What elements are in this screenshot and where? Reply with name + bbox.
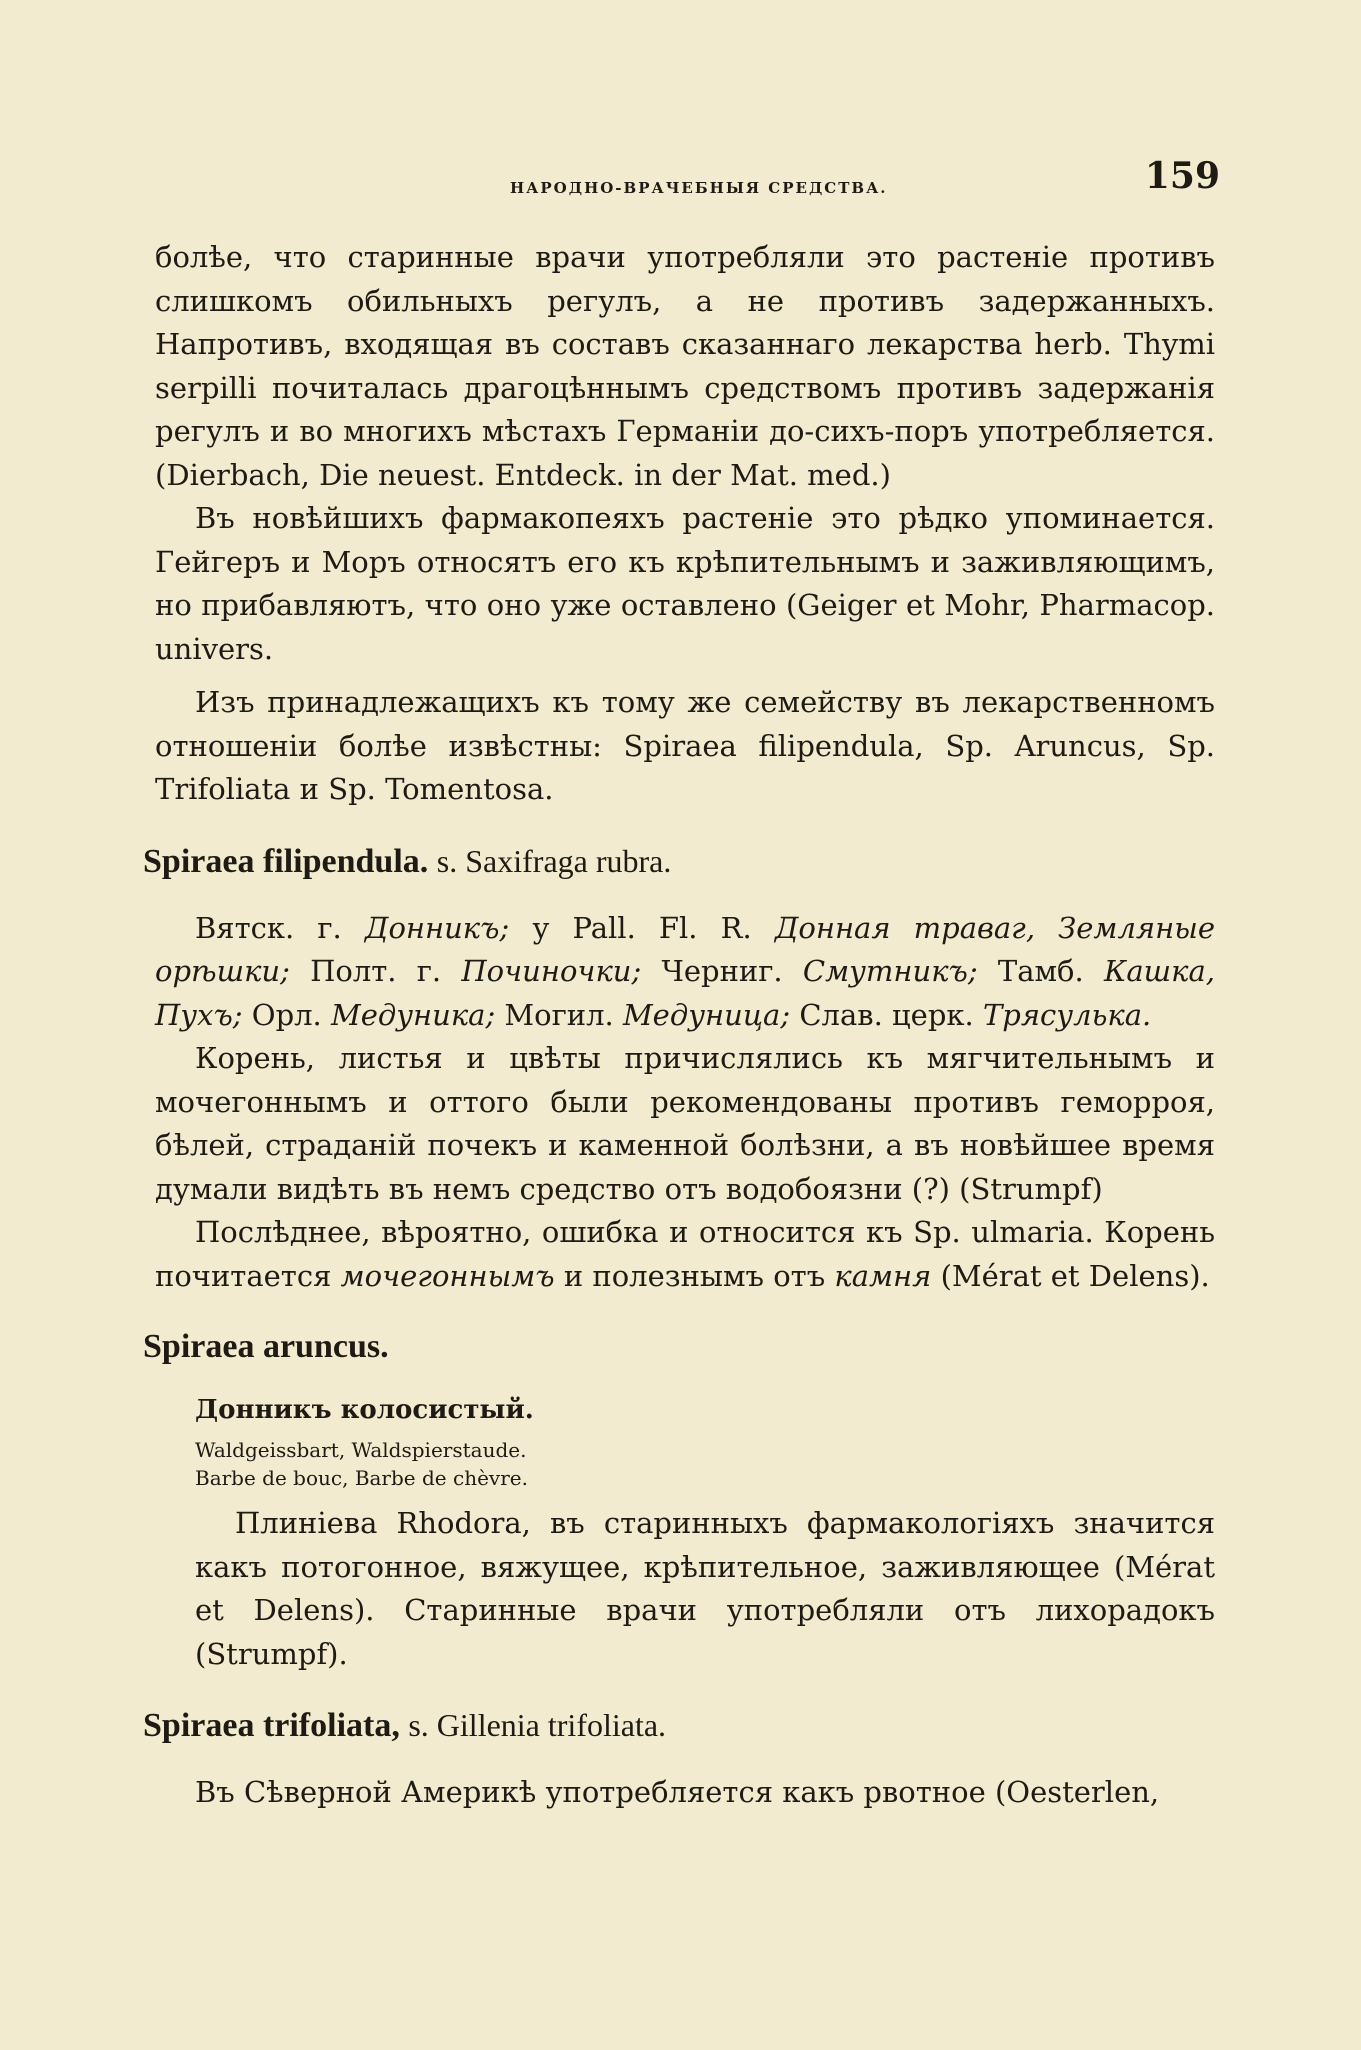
ulmaria-run-text: (Mérat et Delens). (931, 1258, 1210, 1293)
heading-title: Spiraea trifoliata, (143, 1707, 400, 1744)
names-run-italic: Кашка, Пухъ; (155, 954, 1215, 1032)
page-body (143, 236, 1215, 1815)
heading-synonym: s. Saxifraga rubra. (436, 842, 672, 879)
ulmaria-run-italic: мочегоннымъ (340, 1258, 555, 1293)
heading-title: Spiraea aruncus. (143, 1328, 389, 1365)
section-heading-aruncus (143, 1322, 1215, 1372)
ulmaria-run-text: Послѣднее, вѣроятно, ошибка и относится къ Sp. ulmaria. Корень почитается (155, 1215, 1215, 1293)
names-run-italic: Медуника; (331, 997, 496, 1032)
heading-synonym: s. Gillenia trifoliata. (408, 1707, 667, 1743)
paragraph-north-america: Въ Сѣверной Америкѣ употребляется какъ рвотное (Oesterlen, (195, 1775, 1160, 1809)
names-run-text: Могил. (495, 997, 623, 1032)
page-number: 159 (1144, 155, 1220, 197)
names-run-text: Полт. г. (289, 954, 462, 988)
names-run-italic: Смутникъ; (802, 954, 978, 988)
names-run-italic: Починочки; (461, 954, 642, 988)
running-head: НАРОДНО-ВРАЧЕБНЫЯ СРЕДСТВА. (510, 179, 888, 197)
paragraph-root-leaves: Корень, листья и цвѣты причислялись къ мягчительнымъ и мочегоннымъ и оттого были рекомендованы противъ геморроя, бѣлей, страданій почекъ и каменной болѣзни, а въ новѣйшее время думали видѣть въ немъ средство отъ водобоязни (?) (Strumpf) (155, 1041, 1215, 1206)
foreign-names (195, 1436, 1215, 1492)
ulmaria-run-text: и полезнымъ отъ (554, 1258, 835, 1293)
names-run-text: Орл. (242, 997, 331, 1032)
paragraph-rhodora: Плиніева Rhodora, въ старинныхъ фармакологіяхъ значится какъ потогонное, вяжущее, крѣпительное, заживляющее (Mérat et Delens). Старинные врачи употребляли отъ лихорадокъ (Strumpf). (195, 1506, 1215, 1671)
names-run-italic: Донникъ; (364, 910, 510, 945)
paragraph-pharmacopeia: Въ новѣйшихъ фармакопеяхъ растеніе это рѣдко упоминается. Гейгеръ и Моръ относятъ его къ крѣпительнымъ и заживляющимъ, но прибавляютъ, что оно уже оставлено (Geiger et Mohr, Pharmacop. univers. (155, 501, 1215, 666)
names-run-text: у Pall. Fl. R. (509, 910, 775, 945)
names-run-text: Слав. церк. (790, 997, 983, 1032)
paragraph-family: Изъ принадлежащихъ къ тому же семейству въ лекарственномъ отношеніи болѣе извѣстны: Spiraea filipendula, Sp. Aruncus, Sp. Trifoliata и Sp. Tomentosa. (155, 685, 1215, 806)
french-name: Barbe de bouc, Barbe de chèvre. (195, 1466, 528, 1490)
names-run-italic: Трясулька. (982, 997, 1152, 1032)
names-run-text: Тамб. (977, 954, 1104, 988)
names-run-text: Вятск. г. (195, 910, 365, 945)
names-run-italic: Донная траваг, Земляные орѣшки; (155, 910, 1215, 988)
section-heading-trifoliata (143, 1700, 1215, 1751)
ulmaria-run-italic: камня (834, 1258, 932, 1293)
paragraph-continuation: болѣе, что старинные врачи употребляли это растеніе противъ слишкомъ обильныхъ регулъ, а не противъ задержанныхъ. Напротивъ, входящая въ составъ сказаннаго лекарства herb. Thymi serpilli почиталась драгоцѣннымъ средствомъ противъ задержанія регулъ и во многихъ мѣстахъ Германіи до-сихъ-поръ употребляется. (Dierbach, Die neuest. Entdeck. in der Mat. med.) (155, 240, 1215, 492)
names-run-text: Черниг. (641, 954, 803, 988)
vernacular-names-paragraph (155, 907, 1215, 1038)
page-header (240, 155, 1220, 205)
russian-name: Донникъ колосистый. (195, 1395, 534, 1425)
heading-title: Spiraea filipendula. (143, 842, 429, 880)
section-heading-filipendula (143, 836, 1215, 887)
names-run-italic: Медуница; (622, 997, 791, 1032)
paragraph-ulmaria (155, 1211, 1215, 1298)
german-name: Waldgeissbart, Waldspierstaude. (195, 1438, 527, 1462)
